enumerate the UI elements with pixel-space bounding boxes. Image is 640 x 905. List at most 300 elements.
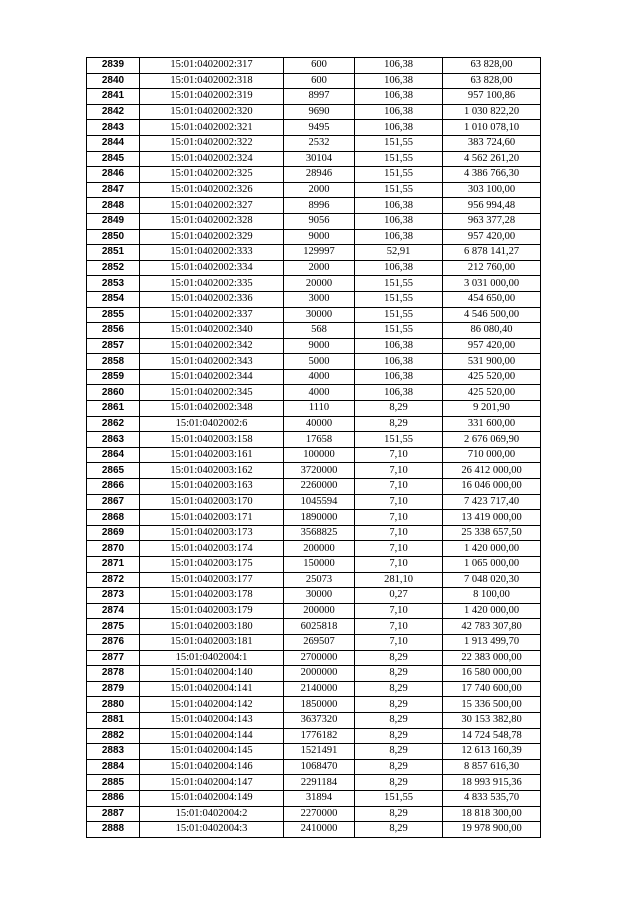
area-cell: 2000 bbox=[284, 182, 355, 198]
row-number-cell: 2850 bbox=[87, 229, 140, 245]
row-number-cell: 2863 bbox=[87, 432, 140, 448]
row-number-cell: 2839 bbox=[87, 58, 140, 74]
cadastral-value-cell: 4 386 766,30 bbox=[443, 167, 541, 183]
table-row bbox=[87, 510, 541, 526]
row-number-cell: 2879 bbox=[87, 681, 140, 697]
rate-cell: 151,55 bbox=[355, 276, 443, 292]
cadastral-value-cell: 25 338 657,50 bbox=[443, 525, 541, 541]
area-cell: 2700000 bbox=[284, 650, 355, 666]
rate-cell: 7,10 bbox=[355, 603, 443, 619]
row-number-cell: 2874 bbox=[87, 603, 140, 619]
rate-cell: 151,55 bbox=[355, 135, 443, 151]
area-cell: 3720000 bbox=[284, 463, 355, 479]
cadastral-number-cell: 15:01:0402003:179 bbox=[140, 603, 284, 619]
row-number-cell: 2845 bbox=[87, 151, 140, 167]
cadastral-number-cell: 15:01:0402002:321 bbox=[140, 120, 284, 136]
row-number-cell: 2860 bbox=[87, 385, 140, 401]
cadastral-number-cell: 15:01:0402003:161 bbox=[140, 447, 284, 463]
table-row bbox=[87, 120, 541, 136]
cadastral-value-cell: 30 153 382,80 bbox=[443, 712, 541, 728]
table-row bbox=[87, 89, 541, 105]
table-row bbox=[87, 494, 541, 510]
cadastral-value-cell: 63 828,00 bbox=[443, 73, 541, 89]
area-cell: 269507 bbox=[284, 634, 355, 650]
cadastral-number-cell: 15:01:0402002:317 bbox=[140, 58, 284, 74]
area-cell: 2410000 bbox=[284, 822, 355, 838]
rate-cell: 106,38 bbox=[355, 354, 443, 370]
row-number-cell: 2840 bbox=[87, 73, 140, 89]
table-row bbox=[87, 385, 541, 401]
row-number-cell: 2878 bbox=[87, 666, 140, 682]
area-cell: 4000 bbox=[284, 385, 355, 401]
row-number-cell: 2869 bbox=[87, 525, 140, 541]
row-number-cell: 2843 bbox=[87, 120, 140, 136]
cadastral-value-table bbox=[86, 57, 541, 838]
cadastral-value-cell: 42 783 307,80 bbox=[443, 619, 541, 635]
area-cell: 3000 bbox=[284, 291, 355, 307]
cadastral-number-cell: 15:01:0402003:181 bbox=[140, 634, 284, 650]
table-row bbox=[87, 276, 541, 292]
rate-cell: 8,29 bbox=[355, 775, 443, 791]
cadastral-value-cell: 303 100,00 bbox=[443, 182, 541, 198]
row-number-cell: 2866 bbox=[87, 479, 140, 495]
cadastral-value-cell: 454 650,00 bbox=[443, 291, 541, 307]
row-number-cell: 2885 bbox=[87, 775, 140, 791]
table-row bbox=[87, 338, 541, 354]
cadastral-number-cell: 15:01:0402002:322 bbox=[140, 135, 284, 151]
table-row bbox=[87, 525, 541, 541]
rate-cell: 7,10 bbox=[355, 557, 443, 573]
table-row bbox=[87, 603, 541, 619]
table-row bbox=[87, 416, 541, 432]
area-cell: 2270000 bbox=[284, 806, 355, 822]
cadastral-number-cell: 15:01:0402003:178 bbox=[140, 588, 284, 604]
cadastral-value-cell: 425 520,00 bbox=[443, 385, 541, 401]
area-cell: 9495 bbox=[284, 120, 355, 136]
cadastral-value-cell: 212 760,00 bbox=[443, 260, 541, 276]
cadastral-number-cell: 15:01:0402004:146 bbox=[140, 759, 284, 775]
cadastral-number-cell: 15:01:0402004:142 bbox=[140, 697, 284, 713]
cadastral-value-cell: 22 383 000,00 bbox=[443, 650, 541, 666]
row-number-cell: 2880 bbox=[87, 697, 140, 713]
table-row bbox=[87, 229, 541, 245]
rate-cell: 106,38 bbox=[355, 104, 443, 120]
area-cell: 200000 bbox=[284, 541, 355, 557]
area-cell: 1850000 bbox=[284, 697, 355, 713]
cadastral-value-cell: 26 412 000,00 bbox=[443, 463, 541, 479]
rate-cell: 106,38 bbox=[355, 89, 443, 105]
table-row bbox=[87, 291, 541, 307]
cadastral-number-cell: 15:01:0402002:320 bbox=[140, 104, 284, 120]
cadastral-number-cell: 15:01:0402003:163 bbox=[140, 479, 284, 495]
row-number-cell: 2888 bbox=[87, 822, 140, 838]
rate-cell: 151,55 bbox=[355, 167, 443, 183]
area-cell: 1776182 bbox=[284, 728, 355, 744]
rate-cell: 7,10 bbox=[355, 479, 443, 495]
cadastral-value-cell: 14 724 548,78 bbox=[443, 728, 541, 744]
rate-cell: 106,38 bbox=[355, 260, 443, 276]
row-number-cell: 2849 bbox=[87, 213, 140, 229]
cadastral-number-cell: 15:01:0402002:326 bbox=[140, 182, 284, 198]
rate-cell: 8,29 bbox=[355, 712, 443, 728]
table-row bbox=[87, 572, 541, 588]
cadastral-value-cell: 4 546 500,00 bbox=[443, 307, 541, 323]
table-row bbox=[87, 245, 541, 261]
rate-cell: 8,29 bbox=[355, 744, 443, 760]
cadastral-value-cell: 710 000,00 bbox=[443, 447, 541, 463]
cadastral-value-cell: 1 010 078,10 bbox=[443, 120, 541, 136]
cadastral-value-cell: 16 046 000,00 bbox=[443, 479, 541, 495]
cadastral-number-cell: 15:01:0402003:177 bbox=[140, 572, 284, 588]
table-row bbox=[87, 135, 541, 151]
row-number-cell: 2881 bbox=[87, 712, 140, 728]
area-cell: 100000 bbox=[284, 447, 355, 463]
rate-cell: 8,29 bbox=[355, 697, 443, 713]
rate-cell: 151,55 bbox=[355, 182, 443, 198]
row-number-cell: 2886 bbox=[87, 790, 140, 806]
table-row bbox=[87, 432, 541, 448]
rate-cell: 8,29 bbox=[355, 666, 443, 682]
area-cell: 129997 bbox=[284, 245, 355, 261]
row-number-cell: 2887 bbox=[87, 806, 140, 822]
cadastral-number-cell: 15:01:0402004:1 bbox=[140, 650, 284, 666]
cadastral-value-cell: 19 978 900,00 bbox=[443, 822, 541, 838]
cadastral-value-cell: 1 420 000,00 bbox=[443, 603, 541, 619]
row-number-cell: 2842 bbox=[87, 104, 140, 120]
cadastral-value-cell: 8 857 616,30 bbox=[443, 759, 541, 775]
row-number-cell: 2857 bbox=[87, 338, 140, 354]
rate-cell: 7,10 bbox=[355, 494, 443, 510]
row-number-cell: 2861 bbox=[87, 401, 140, 417]
cadastral-number-cell: 15:01:0402004:147 bbox=[140, 775, 284, 791]
table-row bbox=[87, 167, 541, 183]
row-number-cell: 2882 bbox=[87, 728, 140, 744]
cadastral-value-cell: 957 100,86 bbox=[443, 89, 541, 105]
table-row bbox=[87, 369, 541, 385]
cadastral-number-cell: 15:01:0402002:337 bbox=[140, 307, 284, 323]
cadastral-value-cell: 2 676 069,90 bbox=[443, 432, 541, 448]
rate-cell: 151,55 bbox=[355, 151, 443, 167]
cadastral-number-cell: 15:01:0402002:343 bbox=[140, 354, 284, 370]
table-row bbox=[87, 681, 541, 697]
rate-cell: 7,10 bbox=[355, 463, 443, 479]
cadastral-number-cell: 15:01:0402003:170 bbox=[140, 494, 284, 510]
rate-cell: 106,38 bbox=[355, 338, 443, 354]
area-cell: 31894 bbox=[284, 790, 355, 806]
area-cell: 4000 bbox=[284, 369, 355, 385]
cadastral-value-cell: 957 420,00 bbox=[443, 229, 541, 245]
cadastral-number-cell: 15:01:0402004:3 bbox=[140, 822, 284, 838]
cadastral-value-cell: 4 833 535,70 bbox=[443, 790, 541, 806]
cadastral-value-cell: 7 423 717,40 bbox=[443, 494, 541, 510]
cadastral-number-cell: 15:01:0402002:344 bbox=[140, 369, 284, 385]
area-cell: 2532 bbox=[284, 135, 355, 151]
cadastral-value-cell: 9 201,90 bbox=[443, 401, 541, 417]
row-number-cell: 2848 bbox=[87, 198, 140, 214]
row-number-cell: 2872 bbox=[87, 572, 140, 588]
area-cell: 568 bbox=[284, 323, 355, 339]
cadastral-number-cell: 15:01:0402004:143 bbox=[140, 712, 284, 728]
rate-cell: 52,91 bbox=[355, 245, 443, 261]
row-number-cell: 2856 bbox=[87, 323, 140, 339]
area-cell: 200000 bbox=[284, 603, 355, 619]
cadastral-value-cell: 4 562 261,20 bbox=[443, 151, 541, 167]
area-cell: 8996 bbox=[284, 198, 355, 214]
row-number-cell: 2844 bbox=[87, 135, 140, 151]
table-row bbox=[87, 619, 541, 635]
cadastral-value-cell: 18 818 300,00 bbox=[443, 806, 541, 822]
cadastral-number-cell: 15:01:0402002:340 bbox=[140, 323, 284, 339]
cadastral-value-cell: 18 993 915,36 bbox=[443, 775, 541, 791]
table-row bbox=[87, 447, 541, 463]
row-number-cell: 2851 bbox=[87, 245, 140, 261]
rate-cell: 8,29 bbox=[355, 728, 443, 744]
table-row bbox=[87, 728, 541, 744]
table-row bbox=[87, 213, 541, 229]
area-cell: 2140000 bbox=[284, 681, 355, 697]
cadastral-number-cell: 15:01:0402003:174 bbox=[140, 541, 284, 557]
table-row bbox=[87, 697, 541, 713]
area-cell: 1110 bbox=[284, 401, 355, 417]
cadastral-number-cell: 15:01:0402004:141 bbox=[140, 681, 284, 697]
area-cell: 9056 bbox=[284, 213, 355, 229]
rate-cell: 151,55 bbox=[355, 323, 443, 339]
area-cell: 1068470 bbox=[284, 759, 355, 775]
cadastral-number-cell: 15:01:0402002:6 bbox=[140, 416, 284, 432]
table-row bbox=[87, 712, 541, 728]
cadastral-value-cell: 1 030 822,20 bbox=[443, 104, 541, 120]
cadastral-number-cell: 15:01:0402002:329 bbox=[140, 229, 284, 245]
cadastral-number-cell: 15:01:0402004:140 bbox=[140, 666, 284, 682]
table-row bbox=[87, 104, 541, 120]
cadastral-number-cell: 15:01:0402004:145 bbox=[140, 744, 284, 760]
cadastral-number-cell: 15:01:0402003:180 bbox=[140, 619, 284, 635]
rate-cell: 8,29 bbox=[355, 759, 443, 775]
row-number-cell: 2873 bbox=[87, 588, 140, 604]
row-number-cell: 2841 bbox=[87, 89, 140, 105]
cadastral-number-cell: 15:01:0402003:171 bbox=[140, 510, 284, 526]
cadastral-value-cell: 13 419 000,00 bbox=[443, 510, 541, 526]
row-number-cell: 2876 bbox=[87, 634, 140, 650]
cadastral-value-cell: 956 994,48 bbox=[443, 198, 541, 214]
row-number-cell: 2854 bbox=[87, 291, 140, 307]
row-number-cell: 2868 bbox=[87, 510, 140, 526]
rate-cell: 8,29 bbox=[355, 681, 443, 697]
rate-cell: 7,10 bbox=[355, 510, 443, 526]
cadastral-number-cell: 15:01:0402002:318 bbox=[140, 73, 284, 89]
area-cell: 9000 bbox=[284, 338, 355, 354]
cadastral-number-cell: 15:01:0402002:333 bbox=[140, 245, 284, 261]
rate-cell: 281,10 bbox=[355, 572, 443, 588]
rate-cell: 8,29 bbox=[355, 806, 443, 822]
cadastral-value-cell: 17 740 600,00 bbox=[443, 681, 541, 697]
row-number-cell: 2852 bbox=[87, 260, 140, 276]
area-cell: 17658 bbox=[284, 432, 355, 448]
row-number-cell: 2870 bbox=[87, 541, 140, 557]
row-number-cell: 2858 bbox=[87, 354, 140, 370]
rate-cell: 8,29 bbox=[355, 416, 443, 432]
cadastral-value-cell: 16 580 000,00 bbox=[443, 666, 541, 682]
table-row bbox=[87, 759, 541, 775]
area-cell: 2260000 bbox=[284, 479, 355, 495]
rate-cell: 7,10 bbox=[355, 525, 443, 541]
area-cell: 8997 bbox=[284, 89, 355, 105]
rate-cell: 7,10 bbox=[355, 634, 443, 650]
area-cell: 600 bbox=[284, 58, 355, 74]
table-row bbox=[87, 806, 541, 822]
rate-cell: 8,29 bbox=[355, 650, 443, 666]
rate-cell: 151,55 bbox=[355, 291, 443, 307]
rate-cell: 151,55 bbox=[355, 307, 443, 323]
rate-cell: 106,38 bbox=[355, 229, 443, 245]
table-row bbox=[87, 744, 541, 760]
row-number-cell: 2864 bbox=[87, 447, 140, 463]
rate-cell: 106,38 bbox=[355, 120, 443, 136]
rate-cell: 7,10 bbox=[355, 619, 443, 635]
area-cell: 9000 bbox=[284, 229, 355, 245]
area-cell: 3568825 bbox=[284, 525, 355, 541]
table-row bbox=[87, 541, 541, 557]
table-row bbox=[87, 822, 541, 838]
cadastral-value-cell: 63 828,00 bbox=[443, 58, 541, 74]
table-row bbox=[87, 58, 541, 74]
rate-cell: 106,38 bbox=[355, 213, 443, 229]
row-number-cell: 2855 bbox=[87, 307, 140, 323]
table-row bbox=[87, 73, 541, 89]
area-cell: 5000 bbox=[284, 354, 355, 370]
table-row bbox=[87, 182, 541, 198]
rate-cell: 7,10 bbox=[355, 447, 443, 463]
rate-cell: 106,38 bbox=[355, 385, 443, 401]
rate-cell: 8,29 bbox=[355, 401, 443, 417]
row-number-cell: 2867 bbox=[87, 494, 140, 510]
area-cell: 1045594 bbox=[284, 494, 355, 510]
cadastral-number-cell: 15:01:0402002:319 bbox=[140, 89, 284, 105]
table-row bbox=[87, 666, 541, 682]
area-cell: 2000000 bbox=[284, 666, 355, 682]
area-cell: 6025818 bbox=[284, 619, 355, 635]
cadastral-number-cell: 15:01:0402002:334 bbox=[140, 260, 284, 276]
rate-cell: 151,55 bbox=[355, 432, 443, 448]
cadastral-value-cell: 957 420,00 bbox=[443, 338, 541, 354]
cadastral-number-cell: 15:01:0402003:162 bbox=[140, 463, 284, 479]
cadastral-number-cell: 15:01:0402002:345 bbox=[140, 385, 284, 401]
rate-cell: 106,38 bbox=[355, 198, 443, 214]
area-cell: 1521491 bbox=[284, 744, 355, 760]
row-number-cell: 2875 bbox=[87, 619, 140, 635]
cadastral-number-cell: 15:01:0402004:149 bbox=[140, 790, 284, 806]
cadastral-value-cell: 15 336 500,00 bbox=[443, 697, 541, 713]
area-cell: 30000 bbox=[284, 307, 355, 323]
area-cell: 20000 bbox=[284, 276, 355, 292]
cadastral-value-cell: 12 613 160,39 bbox=[443, 744, 541, 760]
row-number-cell: 2847 bbox=[87, 182, 140, 198]
cadastral-value-cell: 331 600,00 bbox=[443, 416, 541, 432]
cadastral-number-cell: 15:01:0402003:158 bbox=[140, 432, 284, 448]
row-number-cell: 2883 bbox=[87, 744, 140, 760]
table-row bbox=[87, 198, 541, 214]
cadastral-value-cell: 6 878 141,27 bbox=[443, 245, 541, 261]
area-cell: 28946 bbox=[284, 167, 355, 183]
area-cell: 9690 bbox=[284, 104, 355, 120]
cadastral-value-cell: 3 031 000,00 bbox=[443, 276, 541, 292]
cadastral-value-cell: 7 048 020,30 bbox=[443, 572, 541, 588]
cadastral-value-cell: 1 065 000,00 bbox=[443, 557, 541, 573]
cadastral-value-cell: 531 900,00 bbox=[443, 354, 541, 370]
cadastral-value-cell: 86 080,40 bbox=[443, 323, 541, 339]
cadastral-value-cell: 425 520,00 bbox=[443, 369, 541, 385]
table-row bbox=[87, 775, 541, 791]
cadastral-number-cell: 15:01:0402002:348 bbox=[140, 401, 284, 417]
cadastral-number-cell: 15:01:0402002:325 bbox=[140, 167, 284, 183]
table-row bbox=[87, 401, 541, 417]
table-row bbox=[87, 323, 541, 339]
table-row bbox=[87, 557, 541, 573]
rate-cell: 0,27 bbox=[355, 588, 443, 604]
cadastral-value-cell: 8 100,00 bbox=[443, 588, 541, 604]
area-cell: 25073 bbox=[284, 572, 355, 588]
cadastral-number-cell: 15:01:0402004:2 bbox=[140, 806, 284, 822]
cadastral-number-cell: 15:01:0402003:173 bbox=[140, 525, 284, 541]
table-row bbox=[87, 634, 541, 650]
cadastral-value-cell: 383 724,60 bbox=[443, 135, 541, 151]
row-number-cell: 2884 bbox=[87, 759, 140, 775]
cadastral-number-cell: 15:01:0402002:328 bbox=[140, 213, 284, 229]
table-row bbox=[87, 354, 541, 370]
cadastral-value-cell: 1 913 499,70 bbox=[443, 634, 541, 650]
cadastral-number-cell: 15:01:0402002:342 bbox=[140, 338, 284, 354]
table-row bbox=[87, 307, 541, 323]
cadastral-value-cell: 1 420 000,00 bbox=[443, 541, 541, 557]
area-cell: 3637320 bbox=[284, 712, 355, 728]
table-row bbox=[87, 151, 541, 167]
table-row bbox=[87, 650, 541, 666]
area-cell: 2291184 bbox=[284, 775, 355, 791]
area-cell: 150000 bbox=[284, 557, 355, 573]
rate-cell: 8,29 bbox=[355, 822, 443, 838]
table-row bbox=[87, 463, 541, 479]
row-number-cell: 2846 bbox=[87, 167, 140, 183]
area-cell: 30000 bbox=[284, 588, 355, 604]
rate-cell: 151,55 bbox=[355, 790, 443, 806]
cadastral-number-cell: 15:01:0402004:144 bbox=[140, 728, 284, 744]
area-cell: 2000 bbox=[284, 260, 355, 276]
table-row bbox=[87, 790, 541, 806]
table-row bbox=[87, 588, 541, 604]
area-cell: 40000 bbox=[284, 416, 355, 432]
table-row bbox=[87, 260, 541, 276]
row-number-cell: 2871 bbox=[87, 557, 140, 573]
row-number-cell: 2865 bbox=[87, 463, 140, 479]
area-cell: 30104 bbox=[284, 151, 355, 167]
area-cell: 1890000 bbox=[284, 510, 355, 526]
rate-cell: 106,38 bbox=[355, 73, 443, 89]
rate-cell: 106,38 bbox=[355, 58, 443, 74]
row-number-cell: 2862 bbox=[87, 416, 140, 432]
rate-cell: 7,10 bbox=[355, 541, 443, 557]
cadastral-number-cell: 15:01:0402002:327 bbox=[140, 198, 284, 214]
row-number-cell: 2859 bbox=[87, 369, 140, 385]
table-body bbox=[87, 58, 541, 838]
cadastral-number-cell: 15:01:0402002:324 bbox=[140, 151, 284, 167]
table-row bbox=[87, 479, 541, 495]
cadastral-number-cell: 15:01:0402003:175 bbox=[140, 557, 284, 573]
cadastral-number-cell: 15:01:0402002:336 bbox=[140, 291, 284, 307]
area-cell: 600 bbox=[284, 73, 355, 89]
cadastral-value-cell: 963 377,28 bbox=[443, 213, 541, 229]
row-number-cell: 2877 bbox=[87, 650, 140, 666]
rate-cell: 106,38 bbox=[355, 369, 443, 385]
